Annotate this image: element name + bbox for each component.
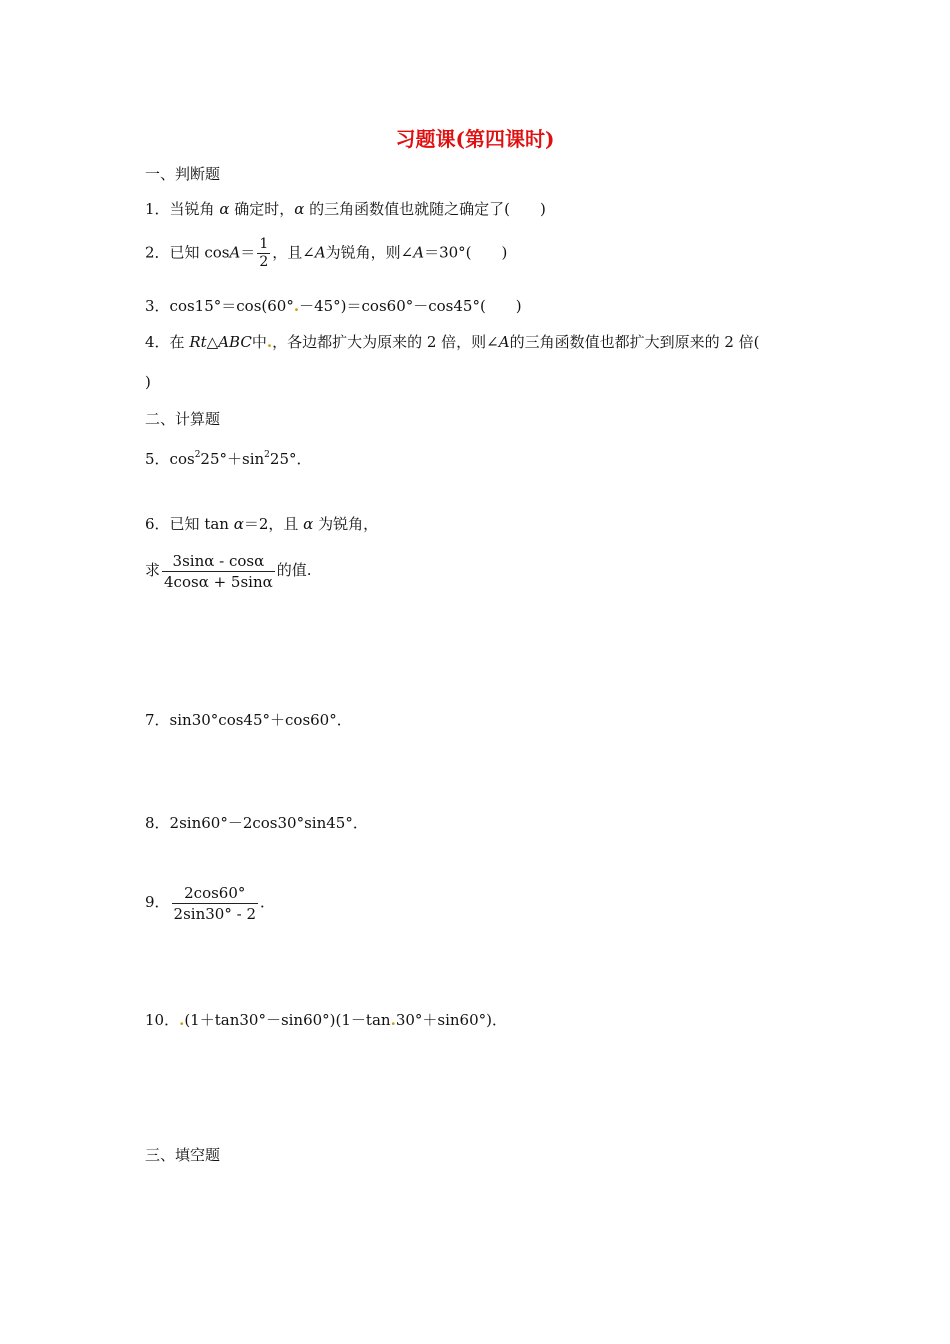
question-10: [145, 1010, 507, 1030]
question-number: 3．: [145, 297, 170, 315]
question-number: 5．: [145, 450, 170, 468]
alpha-symbol: α: [233, 515, 244, 533]
question-text: ，各边都扩大为原来的 2 倍，则∠: [272, 333, 499, 351]
superscript: 2: [194, 450, 201, 460]
fraction-numerator: 1: [259, 236, 269, 252]
stray-mark: .: [179, 1011, 185, 1029]
fraction-denominator: 2sin30° - 2: [173, 904, 256, 923]
question-text: 的三角函数值也都扩大到原来的 2 倍(: [509, 333, 760, 351]
question-text: 确定时，: [229, 200, 295, 218]
page-title: 习题课(第四课时): [395, 127, 555, 151]
variable-a: A: [413, 243, 425, 262]
stray-mark: .: [266, 333, 273, 351]
question-text: sin30°cos45°＋cos60°．: [169, 711, 352, 729]
question-number: 1．: [145, 200, 170, 218]
question-3: [145, 296, 522, 316]
question-number: 9．: [145, 893, 170, 911]
question-text: 30°＋sin60°)．: [395, 1011, 507, 1029]
question-text: cos: [169, 450, 195, 468]
question-number: 4．: [145, 333, 170, 351]
question-6: [145, 514, 378, 534]
superscript: 2: [264, 450, 270, 460]
question-text: 求: [145, 561, 161, 579]
question-text: ＝30°( ): [424, 243, 508, 262]
stray-mark: .: [390, 1011, 396, 1029]
question-number: 6．: [145, 515, 170, 533]
alpha-symbol: α: [219, 200, 230, 218]
question-number: 7．: [145, 711, 170, 729]
question-text: 为锐角，: [313, 515, 379, 533]
question-5: [145, 445, 312, 469]
question-9: [145, 882, 275, 924]
section-heading-calculation: 二、计算题: [145, 410, 221, 428]
fraction-denominator: 4cosα + 5sinα: [164, 572, 273, 591]
triangle-name: ABC: [218, 333, 252, 351]
rt-label: Rt: [189, 333, 207, 351]
question-text: cos15°＝cos(60°: [169, 297, 294, 315]
question-text: 的值.: [276, 561, 312, 579]
question-text: －45°)＝cos60°－cos45°( ): [299, 297, 522, 315]
question-text: (1＋tan30°－sin60°)(1－tan: [184, 1011, 391, 1029]
alpha-symbol: α: [303, 515, 314, 533]
question-2: [145, 236, 507, 271]
stray-mark: .: [293, 297, 300, 315]
question-text: 已知 cos: [169, 243, 230, 262]
question-text: 的三角函数值也就随之确定了( ): [304, 200, 546, 218]
question-7: [145, 710, 352, 730]
alpha-symbol: α: [294, 200, 305, 218]
question-6-expression: [145, 550, 312, 592]
trig-fraction: [162, 551, 275, 592]
question-number: 2．: [145, 243, 170, 262]
question-4: [145, 332, 760, 352]
variable-a: A: [229, 243, 241, 262]
question-8: [145, 813, 368, 833]
question-number: 8．: [145, 814, 170, 832]
question-text: 中: [251, 333, 267, 351]
trig-fraction: [172, 883, 258, 924]
question-text: ，且∠: [272, 243, 315, 262]
fraction-denominator: 2: [259, 254, 269, 270]
fraction-one-half: [257, 236, 270, 271]
question-text: 2sin60°－2cos30°sin45°．: [169, 814, 368, 832]
question-text: ＝2，且: [243, 515, 304, 533]
question-text: 为锐角，则∠: [325, 243, 414, 262]
equals-sign: ＝: [240, 243, 256, 262]
question-number: 10．: [145, 1011, 180, 1029]
section-heading-fill-in: 三、填空题: [145, 1146, 221, 1164]
fraction-numerator: 2cos60°: [172, 883, 258, 904]
question-text: 已知 tan: [169, 515, 234, 533]
question-1: [145, 199, 546, 219]
fraction-numerator: 3sinα - cosα: [162, 551, 275, 572]
variable-a: A: [498, 333, 510, 351]
variable-a: A: [314, 243, 326, 262]
question-text: ．: [259, 893, 275, 911]
question-text: 25°＋sin: [200, 450, 265, 468]
question-text: 当锐角: [169, 200, 220, 218]
question-text: 在: [169, 333, 190, 351]
question-text: 25°．: [269, 450, 312, 468]
question-4-close: ): [145, 373, 151, 391]
section-heading-judgment: 一、判断题: [145, 165, 221, 183]
triangle-symbol: △: [206, 333, 219, 351]
